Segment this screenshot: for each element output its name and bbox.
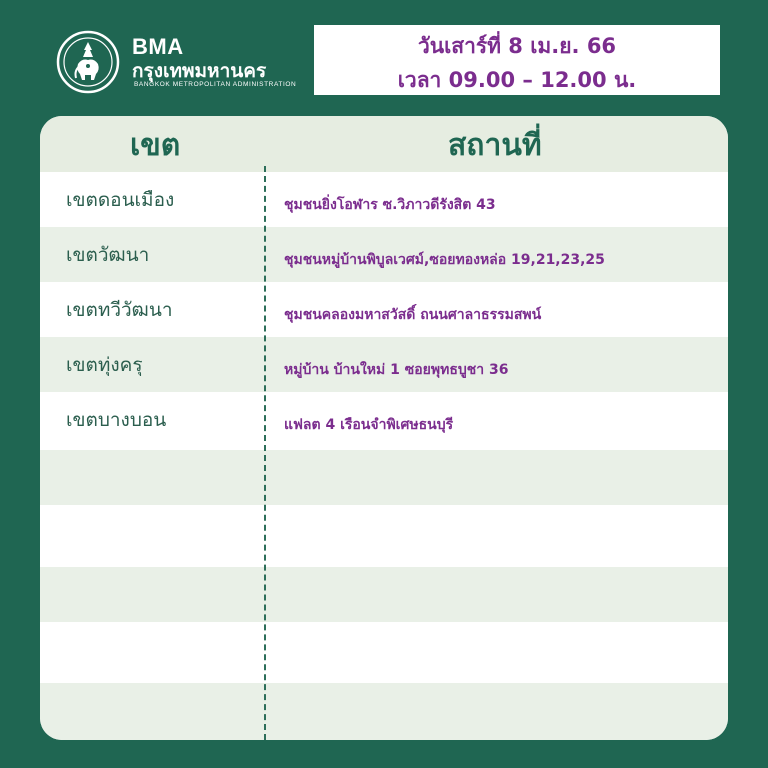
- date-time-box: [314, 25, 720, 95]
- table-header: [40, 116, 728, 172]
- table-row: [40, 227, 728, 282]
- place-cell: แฟลต 4 เรือนจำพิเศษธนบุรี: [284, 417, 454, 433]
- table-row: [40, 392, 728, 447]
- district-cell: เขตวัฒนา: [66, 244, 150, 266]
- table-row: [40, 172, 728, 227]
- table-row: [40, 282, 728, 337]
- time-line: เวลา 09.00 – 12.00 น.: [397, 68, 637, 92]
- district-cell: เขตดอนเมือง: [66, 189, 175, 211]
- table-row: [40, 337, 728, 392]
- bma-seal-icon: [56, 30, 120, 94]
- bma-logo: [56, 30, 306, 96]
- place-cell: หมู่บ้าน บ้านใหม่ 1 ซอยพุทธบูชา 36: [284, 362, 509, 378]
- table-row: [40, 505, 728, 560]
- column-header-district: เขต: [130, 128, 181, 163]
- place-cell: ชุมชนยิ่งโอฬาร ซ.วิภาวดีรังสิต 43: [284, 197, 496, 213]
- table-row: [40, 622, 728, 677]
- place-cell: ชุมชนหมู่บ้านพิบูลเวศม์,ซอยทองหล่อ 19,21,23,25: [284, 252, 605, 268]
- brand-short-name: BMA: [132, 34, 184, 59]
- table-row: [40, 450, 728, 505]
- brand-thai-name: กรุงเทพมหานคร: [132, 60, 267, 82]
- column-header-place: สถานที่: [448, 128, 542, 163]
- schedule-table: [40, 116, 728, 740]
- district-cell: เขตบางบอน: [66, 409, 167, 431]
- district-cell: เขตทุ่งครุ: [66, 354, 143, 376]
- district-cell: เขตทวีวัฒนา: [66, 299, 173, 321]
- date-line: วันเสาร์ที่ 8 เม.ย. 66: [417, 34, 617, 58]
- place-cell: ชุมชนคลองมหาสวัสดิ์ ถนนศาลาธรรมสพน์: [284, 307, 542, 323]
- column-divider: [264, 166, 266, 740]
- table-row: [40, 683, 728, 740]
- brand-english-name: BANGKOK METROPOLITAN ADMINISTRATION: [134, 81, 297, 88]
- table-row: [40, 567, 728, 622]
